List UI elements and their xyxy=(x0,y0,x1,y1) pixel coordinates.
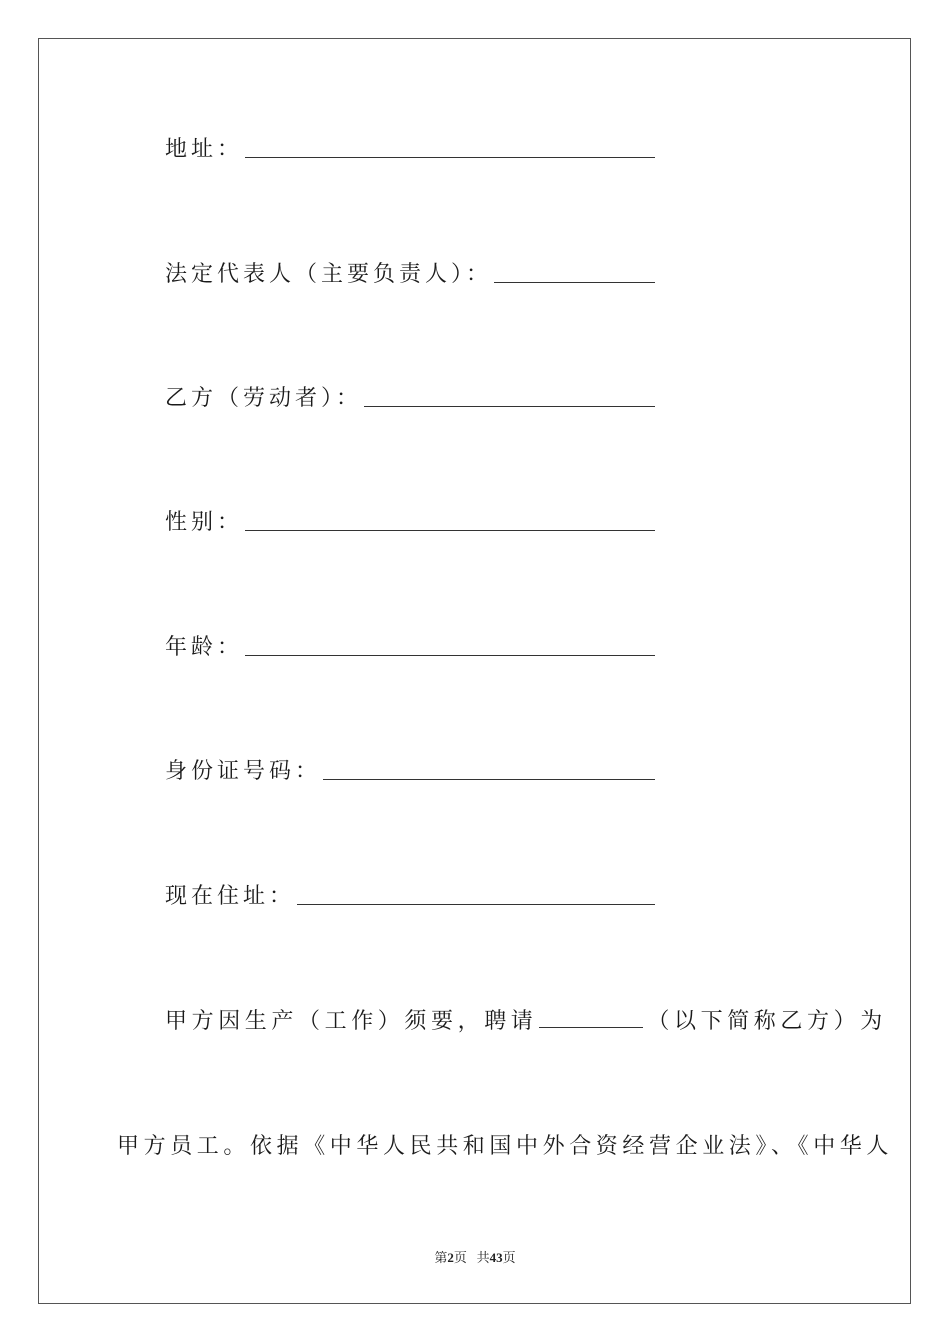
age-label: 年龄： xyxy=(165,635,244,660)
footer-prefix: 第 xyxy=(434,1250,448,1265)
age-field-row xyxy=(165,630,655,662)
gender-field-row xyxy=(165,505,655,537)
paragraph-line-2-text: 甲方员工。依据《中华人民共和国中外合资经营企业法》、《中华人 xyxy=(117,1134,894,1159)
gender-blank-line[interactable] xyxy=(245,529,655,531)
legal-representative-label: 法定代表人（主要负责人）： xyxy=(165,262,493,287)
gender-label: 性别： xyxy=(165,510,244,535)
age-blank-line[interactable] xyxy=(245,654,655,656)
id-number-label: 身份证号码： xyxy=(165,759,322,784)
id-number-blank-line[interactable] xyxy=(323,778,655,780)
party-b-label: 乙方（劳动者）： xyxy=(165,386,363,411)
paragraph-line-1-start: 甲方因生产（工作）须要，聘请 xyxy=(165,1009,538,1034)
current-address-label: 现在住址： xyxy=(165,884,296,909)
paragraph-line-1 xyxy=(165,1008,887,1036)
party-b-field-row xyxy=(165,381,655,413)
paragraph-line-1-end: （以下简称乙方）为 xyxy=(647,1009,887,1034)
footer-total-pages: 43 xyxy=(489,1250,503,1265)
address-label: 地址： xyxy=(165,137,244,162)
current-address-blank-line[interactable] xyxy=(297,903,655,905)
legal-representative-field-row xyxy=(165,257,655,289)
footer-page-number: 2 xyxy=(447,1250,454,1265)
address-field-row xyxy=(165,132,655,164)
footer-suffix: 页 xyxy=(502,1250,516,1265)
employee-name-blank[interactable] xyxy=(539,1009,643,1028)
footer-middle: 页 共 xyxy=(453,1250,490,1265)
address-blank-line[interactable] xyxy=(245,156,655,158)
page-border xyxy=(38,38,911,1304)
legal-representative-blank-line[interactable] xyxy=(494,281,655,283)
current-address-field-row xyxy=(165,879,655,911)
id-number-field-row xyxy=(165,754,655,786)
page-footer xyxy=(0,1247,950,1266)
paragraph-line-2 xyxy=(117,1133,893,1161)
party-b-blank-line[interactable] xyxy=(364,405,655,407)
